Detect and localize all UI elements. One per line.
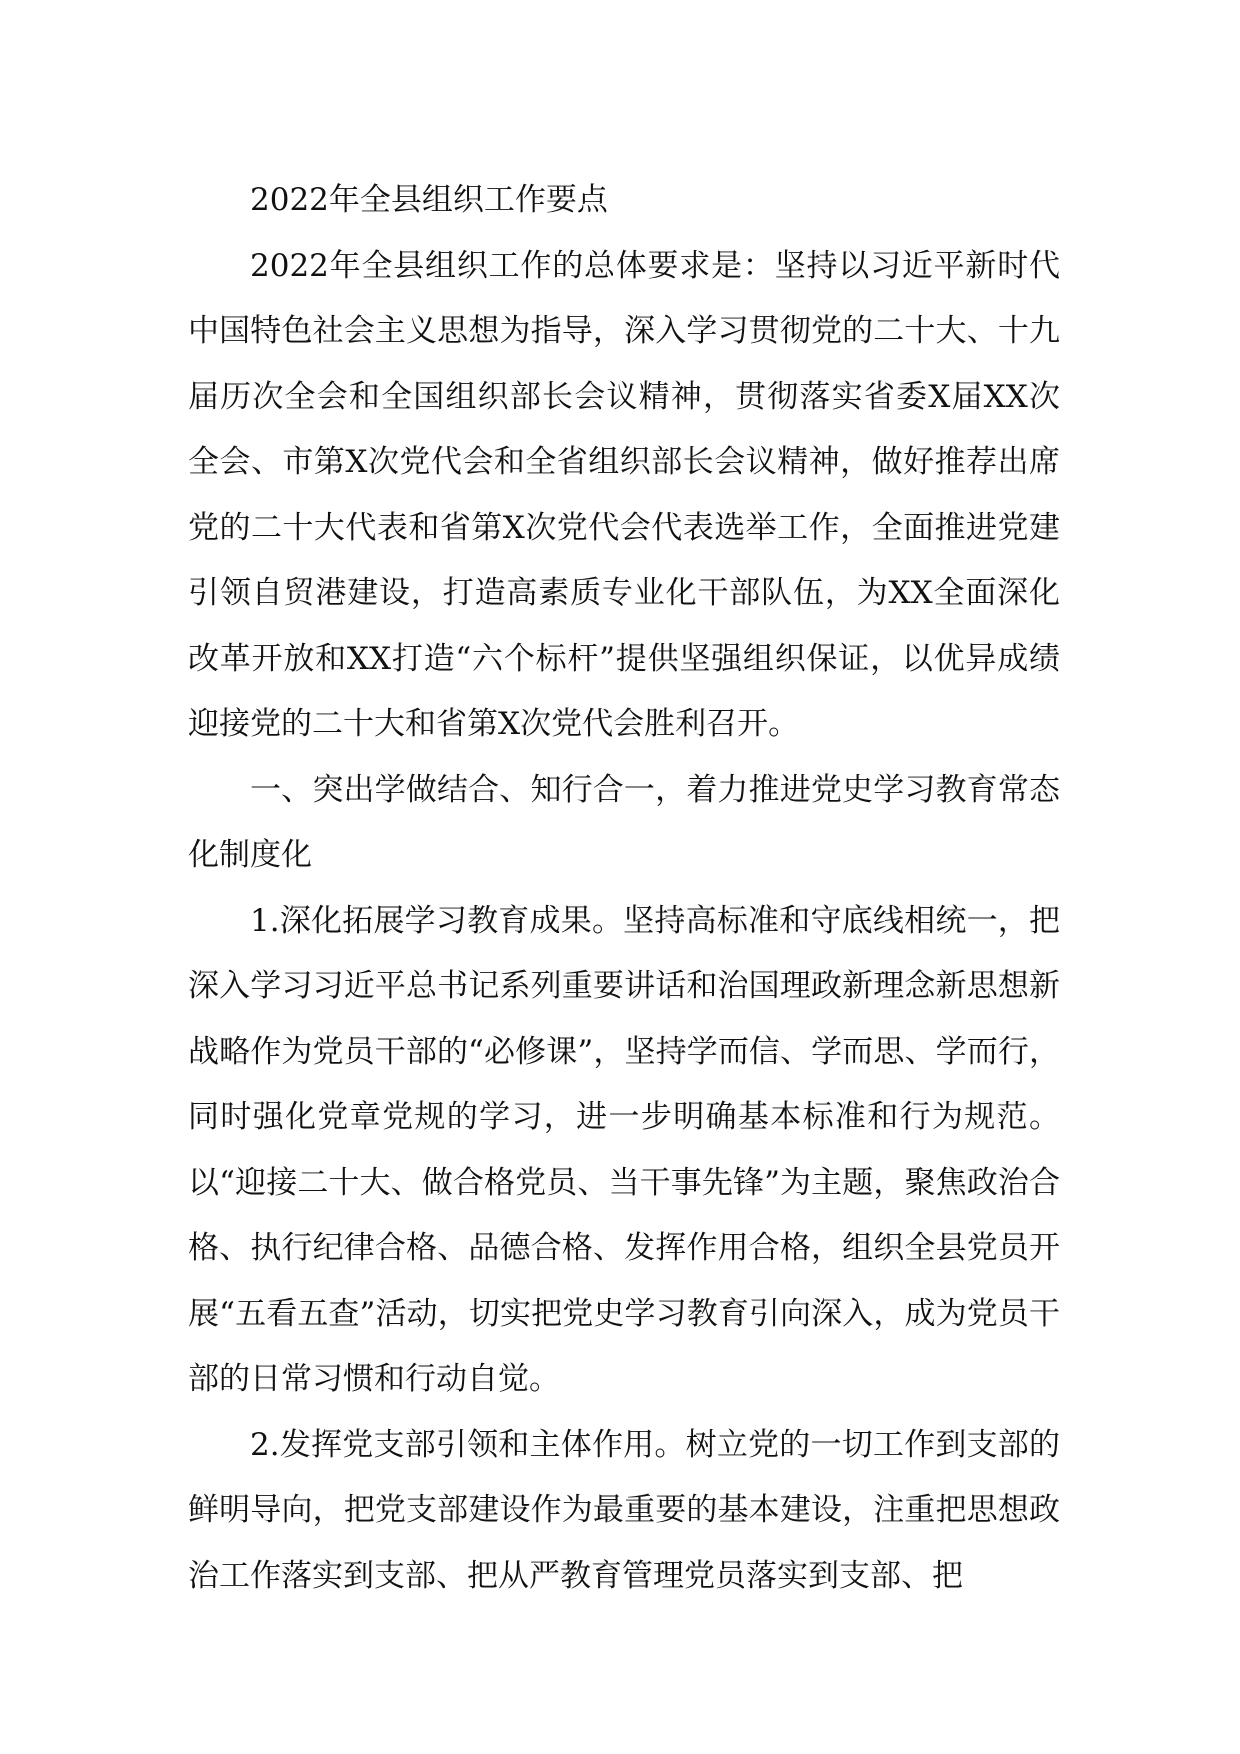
section-heading-1: 一、突出学做结合、知行合一，着力推进党史学习教育常态化制度化 xyxy=(188,771,1060,873)
paragraph-general-requirements: 2022年全县组织工作的总体要求是：坚持以习近平新时代中国特色社会主义思想为指导，深入学习贯彻党的二十大、十九届历次全会和全国组织部长会议精神，贯彻落实省委X届XX次全会、市第X次党代会和全省组织部长会议精神，做好推荐出席党的二十大代表和省第X次党代会代表选举工作，全面推进党建引领自贸港建设，打造高素质专业化干部队伍，为XX全面深化改革开放和XX打造“六个标杆”提供坚强组织保证，以优异成绩迎接党的二十大和省第X次党代会胜利召开。 xyxy=(188,247,1060,742)
document-body xyxy=(188,168,1060,1609)
paragraph-item-1: 1.深化拓展学习教育成果。坚持高标准和守底线相统一，把深入学习习近平总书记系列重要讲话和治国理政新理念新思想新战略作为党员干部的“必修课”，坚持学而信、学而思、学而行，同时强化党章党规的学习，进一步明确基本标准和行为规范。以“迎接二十大、做合格党员、当干事先锋”为主题，聚焦政治合格、执行纪律合格、品德合格、发挥作用合格，组织全县党员开展“五看五查”活动，切实把党史学习教育引向深入，成为党员干部的日常习惯和行动自觉。 xyxy=(188,902,1060,1397)
paragraph-item-2: 2.发挥党支部引领和主体作用。树立党的一切工作到支部的鲜明导向，把党支部建设作为最重要的基本建设，注重把思想政治工作落实到支部、把从严教育管理党员落实到支部、把 xyxy=(188,1426,1060,1594)
document-title: 2022年全县组织工作要点 xyxy=(250,182,608,218)
